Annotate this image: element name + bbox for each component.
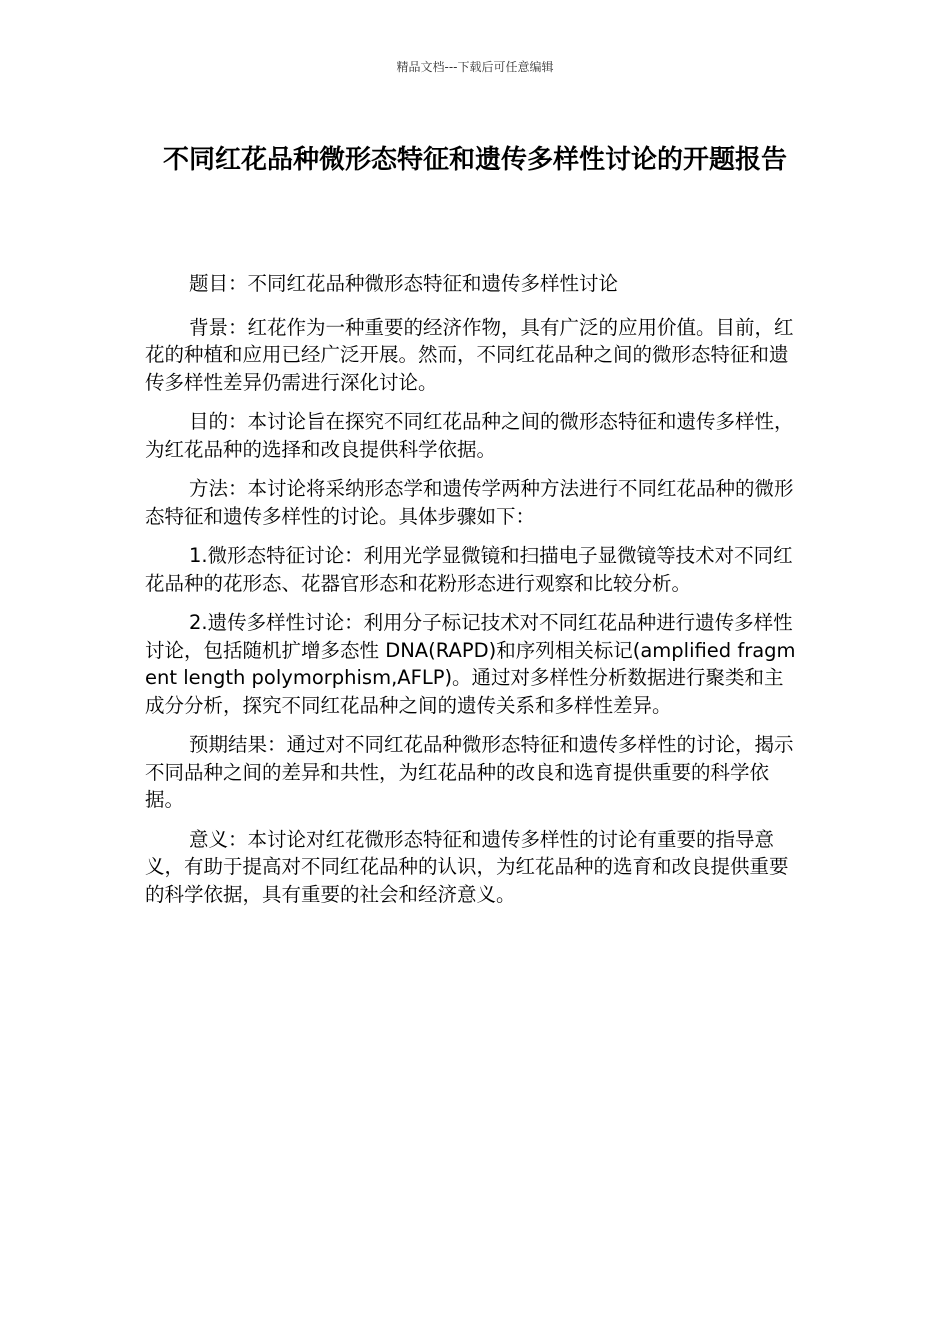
paragraph-expected-results: 预期结果：通过对不同红花品种微形态特征和遗传多样性的讨论，揭示不同品种之间的差异和共性，为红花品种的改良和选育提供重要的科学依据。 (145, 733, 794, 811)
paragraph-significance: 意义：本讨论对红花微形态特征和遗传多样性的讨论有重要的指导意义，有助于提高对不同红花品种的认识，为红花品种的选育和改良提供重要的科学依据，具有重要的社会和经济意义。 (145, 827, 789, 906)
paragraph-step-2: 2.遗传多样性讨论：利用分子标记技术对不同红花品种进行遗传多样性讨论，包括随机扩增多态性 DNA(RAPD)和序列相关标记(amplified fragment length polymorphism,AFLP)。通过对多样性分析数据进行聚类和主成分分析，探究不同红花品种之间的遗传关系和多样性差异。 (145, 611, 796, 717)
paragraph-step-1: 1.微形态特征讨论：利用光学显微镜和扫描电子显微镜等技术对不同红花品种的花形态、花器官形态和花粉形态进行观察和比较分析。 (145, 544, 793, 595)
document-body (145, 270, 797, 920)
paragraph-method: 方法：本讨论将采纳形态学和遗传学两种方法进行不同红花品种的微形态特征和遗传多样性的讨论。具体步骤如下： (145, 477, 794, 528)
header-note: 精品文档---下载后可任意编辑 (396, 60, 554, 74)
document-title: 不同红花品种微形态特征和遗传多样性讨论的开题报告 (162, 145, 787, 175)
paragraph-topic: 题目：不同红花品种微形态特征和遗传多样性讨论 (189, 272, 619, 295)
paragraph-background: 背景：红花作为一种重要的经济作物，具有广泛的应用价值。目前，红花的种植和应用已经广泛开展。然而，不同红花品种之间的微形态特征和遗传多样性差异仍需进行深化讨论。 (145, 315, 794, 394)
paragraph-purpose: 目的：本讨论旨在探究不同红花品种之间的微形态特征和遗传多样性，为红花品种的选择和改良提供科学依据。 (145, 410, 794, 461)
